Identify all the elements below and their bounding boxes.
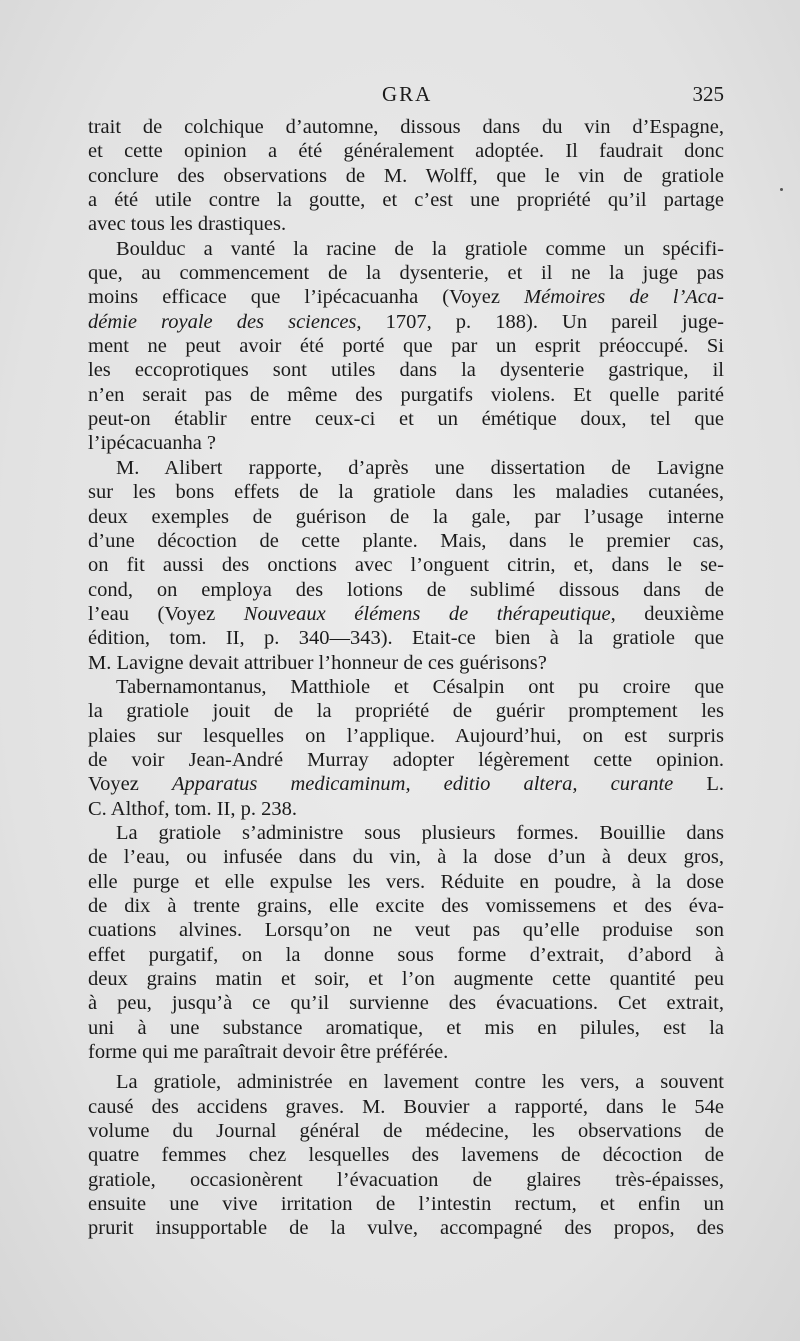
text-line: deux grains matin et soir, et l’on augmente cette quantité peu xyxy=(88,968,724,991)
text-line: les eccoprotiques sont utiles dans la dysenterie gastrique, il xyxy=(88,359,724,382)
text-line: quatre femmes chez lesquelles des lavemens de décoction de xyxy=(88,1144,724,1167)
text-line: de l’eau, ou infusée dans du vin, à la dose d’un à deux gros, xyxy=(88,846,724,869)
text-line: trait de colchique d’automne, dissous dans du vin d’Espagne, xyxy=(88,116,724,138)
italic-title: Mémoires de l’Aca- xyxy=(524,286,724,309)
running-title: GRA xyxy=(382,82,433,106)
paragraph-start: Boulduc a vanté la racine de la gratiole comme un spécifi- xyxy=(116,237,724,260)
text-line: cuations alvines. Lorsqu’on ne veut pas qu’elle produise son xyxy=(88,919,724,942)
text-line: forme qui me paraîtrait devoir être préférée. xyxy=(88,1041,449,1064)
text-line: elle purge et elle expulse les vers. Réduite en poudre, à la dose xyxy=(88,870,724,893)
text-line: la gratiole jouit de la propriété de guérir promptement les xyxy=(88,700,724,723)
paragraph-start: La gratiole s’administre sous plusieurs formes. Bouillie dans xyxy=(116,821,724,844)
paragraph-start: La gratiole, administrée en lavement contre les vers, a souvent xyxy=(116,1071,724,1094)
text-line: avec tous les drastiques. xyxy=(88,213,287,236)
text-line: édition, tom. II, p. 340—343). Etait-ce bien à la gratiole que xyxy=(88,627,724,650)
text-line: causé des accidens graves. M. Bouvier a rapporté, dans le 54e xyxy=(88,1095,724,1118)
text-segment: L. xyxy=(673,773,724,796)
text-segment: , deuxième xyxy=(610,602,724,625)
text-line: cond, on employa des lotions de sublimé dissous dans de xyxy=(88,578,724,601)
body-text xyxy=(88,115,724,1241)
text-line: C. Althof, tom. II, p. 238. xyxy=(88,797,297,820)
text-line: de voir Jean-André Murray adopter légèrement cette opinion. xyxy=(88,748,724,771)
text-line: conclure des observations de M. Wolff, que le vin de gratiole xyxy=(88,164,724,187)
text-line: gratiole, occasionèrent l’évacuation de glaires très-épaisses, xyxy=(88,1168,724,1191)
text-line xyxy=(88,602,724,626)
text-line: deux exemples de guérison de la gale, par l’usage interne xyxy=(88,505,724,528)
text-line xyxy=(88,285,724,309)
text-segment: , 1707, p. 188). Un pareil juge- xyxy=(356,310,724,333)
italic-title: démie royale des sciences xyxy=(88,310,357,333)
text-line: d’une décoction de cette plante. Mais, dans le premier cas, xyxy=(88,529,724,552)
text-line: uni à une substance aromatique, et mis en pilules, est la xyxy=(88,1016,724,1039)
text-line: ment ne peut avoir été porté que par un esprit préoccupé. Si xyxy=(88,335,724,358)
print-speck xyxy=(780,188,783,191)
text-line xyxy=(88,310,724,334)
text-line: sur les bons effets de la gratiole dans les maladies cutanées, xyxy=(88,481,724,504)
paragraph-start: M. Alibert rapporte, d’après une dissertation de Lavigne xyxy=(116,456,724,479)
text-line xyxy=(88,772,724,796)
text-segment: l’eau (Voyez xyxy=(88,602,244,625)
text-line: que, au commencement de la dysenterie, et il ne la juge pas xyxy=(88,262,724,285)
text-line: à peu, jusqu’à ce qu’il survienne des évacuations. Cet extrait, xyxy=(88,992,724,1015)
paragraph-start: Tabernamontanus, Matthiole et Césalpin ont pu croire que xyxy=(116,675,724,698)
italic-title: Nouveaux élémens de thérapeutique xyxy=(243,602,611,625)
text-segment: Voyez xyxy=(88,773,172,796)
text-line: plaies sur lesquelles on l’applique. Aujourd’hui, on est surpris xyxy=(88,724,724,747)
page-header xyxy=(88,82,724,112)
text-line: a été utile contre la goutte, et c’est une propriété qu’il partage xyxy=(88,189,724,212)
page-number: 325 xyxy=(692,82,724,106)
text-line: M. Lavigne devait attribuer l’honneur de ces guérisons? xyxy=(88,651,547,674)
text-line: effet purgatif, on la donne sous forme d’extrait, d’abord à xyxy=(88,943,724,966)
text-line: prurit insupportable de la vulve, accompagné des propos, des xyxy=(88,1217,724,1240)
text-line: volume du Journal général de médecine, les observations de xyxy=(88,1120,724,1143)
text-segment: moins efficace que l’ipécacuanha (Voyez xyxy=(88,286,525,309)
text-line: on fit aussi des onctions avec l’onguent citrin, et, dans le se- xyxy=(88,554,724,577)
text-line: n’en serait pas de même des purgatifs violens. Et quelle parité xyxy=(88,383,724,406)
text-line: et cette opinion a été généralement adoptée. Il faudrait donc xyxy=(88,140,724,163)
text-line: de dix à trente grains, elle excite des vomissemens et des éva- xyxy=(88,895,724,917)
italic-title: Apparatus medicaminum, editio altera, curante xyxy=(171,773,674,796)
text-line: l’ipécacuanha ? xyxy=(88,432,217,455)
text-line: peut-on établir entre ceux-ci et un émétique doux, tel que xyxy=(88,408,724,431)
text-line: ensuite une vive irritation de l’intestin rectum, et enfin un xyxy=(88,1193,724,1216)
